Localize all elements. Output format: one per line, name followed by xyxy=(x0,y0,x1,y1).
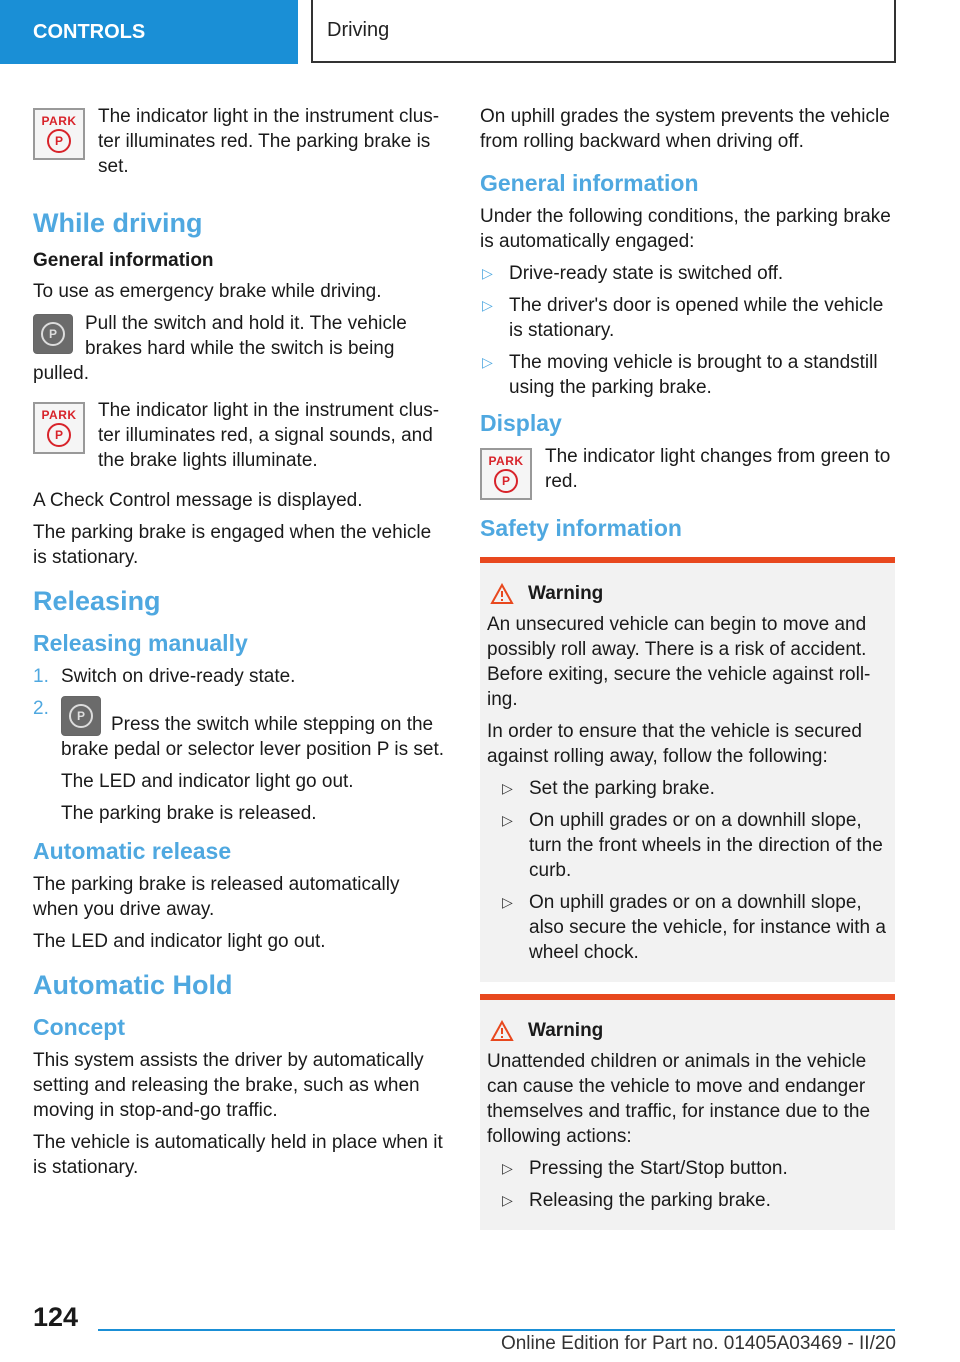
warning-text-1: An unsecured vehicle can begin to move and possibly roll away. There is a risk of accident. Before exiting, secure the vehicle against roll-ing. xyxy=(487,614,871,710)
triangle-bullet-icon: ▷ xyxy=(482,265,493,281)
list-item: ▷ On uphill grades or on a downhill slope, also secure the vehicle, for instance with a wheel chock. xyxy=(502,892,886,963)
step-note-2: The parking brake is released. xyxy=(61,803,317,824)
triangle-bullet-icon: ▷ xyxy=(482,297,493,313)
warning-list xyxy=(487,1156,887,1213)
concept-heading: Concept xyxy=(33,1014,125,1040)
warning-list xyxy=(487,776,887,965)
warning-box-1 xyxy=(480,557,895,982)
park-icon-text: PARK xyxy=(488,454,524,468)
parking-brake-switch-icon: P xyxy=(33,314,73,354)
intro-text: The indicator light in the instrument clus-ter illuminates red. The parking brake is set. xyxy=(98,106,440,177)
triangle-bullet-icon: ▷ xyxy=(502,812,513,828)
warning-box-2 xyxy=(480,994,895,1230)
chapter-title: Driving xyxy=(327,19,390,41)
list-item: ▷ On uphill grades or on a downhill slope, turn the front wheels in the direction of the curb. xyxy=(502,810,883,881)
automatic-release-heading: Automatic release xyxy=(33,838,232,864)
triangle-bullet-icon: ▷ xyxy=(502,780,513,796)
list-item: ▷ Drive-ready state is switched off. xyxy=(482,263,784,284)
auto-release-text-2: The LED and indicator light go out. xyxy=(33,931,326,952)
park-icon-symbol: P xyxy=(47,129,71,153)
safety-heading: Safety information xyxy=(480,515,682,541)
step-item: 1. Switch on drive-ready state. xyxy=(33,666,296,687)
triangle-bullet-icon: ▷ xyxy=(482,354,493,370)
park-icon-symbol: P xyxy=(47,423,71,447)
list-item: ▷ Pressing the Start/Stop button. xyxy=(502,1158,788,1179)
display-heading: Display xyxy=(480,410,562,436)
left-column xyxy=(33,104,448,1187)
general-info-heading: General information xyxy=(480,170,699,196)
park-indicator-icon xyxy=(33,402,85,454)
list-item: ▷ Releasing the parking brake. xyxy=(502,1190,771,1211)
switch-text: Pull the switch and hold it. The vehicle brakes hard while the switch is being pulled. xyxy=(33,313,407,384)
display-row xyxy=(480,444,895,501)
section-tab xyxy=(0,0,298,64)
park-indicator-row xyxy=(33,104,448,186)
check-control-text: A Check Control message is displayed. xyxy=(33,490,363,511)
warning-title: Warning xyxy=(528,583,604,604)
warning-header xyxy=(487,581,887,606)
releasing-heading: Releasing xyxy=(33,586,161,616)
warning-triangle-icon xyxy=(490,583,514,605)
parking-brake-switch-icon: P xyxy=(61,696,101,736)
releasing-manually-heading: Releasing manually xyxy=(33,630,248,656)
while-driving-heading: While driving xyxy=(33,208,203,238)
conditions-list xyxy=(480,261,895,400)
step-note-1: The LED and indicator light go out. xyxy=(61,771,354,792)
warning-header xyxy=(487,1018,887,1043)
park-icon-symbol: P xyxy=(494,469,518,493)
right-column xyxy=(480,104,895,1242)
concept-text-1: This system assists the driver by automatically setting and releasing the brake, such as when moving in stop-and-go traffic. xyxy=(33,1050,424,1121)
section-title: CONTROLS xyxy=(33,20,146,43)
general-info-subheading: General information xyxy=(33,250,214,271)
triangle-bullet-icon: ▷ xyxy=(502,1160,513,1176)
triangle-bullet-icon: ▷ xyxy=(502,894,513,910)
triangle-bullet-icon: ▷ xyxy=(502,1192,513,1208)
warning-text-1: Unattended children or animals in the vehicle can cause the vehicle to move and endanger themselves and traffic, for instance due to the following actions: xyxy=(487,1051,871,1147)
switch-row xyxy=(33,311,448,386)
list-item: ▷ The moving vehicle is brought to a standstill using the parking brake. xyxy=(482,352,878,398)
list-item: ▷ Set the parking brake. xyxy=(502,778,715,799)
general-info-text: Under the following conditions, the parking brake is automatically engaged: xyxy=(480,206,891,252)
concept-text-2: The vehicle is automatically held in place when it is stationary. xyxy=(33,1132,443,1178)
park-icon-text: PARK xyxy=(41,408,77,422)
release-steps xyxy=(33,664,448,762)
engaged-text: The parking brake is engaged when the vehicle is stationary. xyxy=(33,522,432,568)
step-item: 2. P Press the switch while stepping on the brake pedal or selector lever position P is set. xyxy=(33,698,445,760)
warning-title: Warning xyxy=(528,1020,604,1041)
park-indicator-icon xyxy=(480,448,532,500)
warning-triangle-icon xyxy=(490,1020,514,1042)
automatic-hold-heading: Automatic Hold xyxy=(33,970,233,1000)
page-number: 124 xyxy=(33,1302,79,1332)
uphill-text: On uphill grades the system prevents the vehicle from rolling backward when driving off. xyxy=(480,106,890,152)
park-indicator-icon xyxy=(33,108,85,160)
edition-text: Online Edition for Part no. 01405A03469 - II/20 xyxy=(500,1333,896,1354)
display-text: The indicator light changes from green to red. xyxy=(545,446,891,492)
warning-text-2: In order to ensure that the vehicle is secured against rolling away, follow the following: xyxy=(487,721,862,767)
park-indicator-row-2 xyxy=(33,398,448,480)
indicator-text: The indicator light in the instrument clus-ter illuminates red, a signal sounds, and the brake lights illuminate. xyxy=(98,400,440,471)
park-icon-text: PARK xyxy=(41,114,77,128)
emergency-text: To use as emergency brake while driving. xyxy=(33,281,382,302)
auto-release-text-1: The parking brake is released automatically when you drive away. xyxy=(33,874,400,920)
list-item: ▷ The driver's door is opened while the vehicle is stationary. xyxy=(482,295,884,341)
chapter-tab xyxy=(311,0,896,63)
